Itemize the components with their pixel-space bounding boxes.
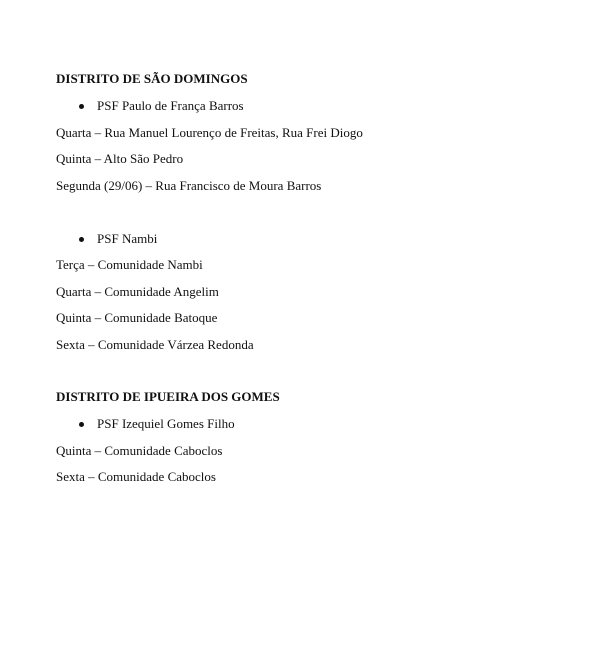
psf-nambi xyxy=(79,231,157,247)
schedule-line: Quarta – Comunidade Angelim xyxy=(56,284,219,299)
schedule-line: Terça – Comunidade Nambi xyxy=(56,257,203,272)
schedule-line: Sexta – Comunidade Caboclos xyxy=(56,469,216,484)
psf-label: PSF Paulo de França Barros xyxy=(97,98,244,113)
schedule-line: Quinta – Comunidade Caboclos xyxy=(56,443,223,458)
schedule-line: Quarta – Rua Manuel Lourenço de Freitas, Rua Frei Diogo xyxy=(56,125,363,140)
section-heading-sao-domingos: DISTRITO DE SÃO DOMINGOS xyxy=(56,71,248,86)
psf-izequiel-gomes-filho xyxy=(79,416,235,432)
section-heading-ipueira-dos-gomes: DISTRITO DE IPUEIRA DOS GOMES xyxy=(56,389,280,404)
psf-paulo-de-franca-barros xyxy=(79,98,244,114)
schedule-line: Quinta – Alto São Pedro xyxy=(56,151,184,166)
schedule-line: Quinta – Comunidade Batoque xyxy=(56,310,218,325)
psf-label: PSF Izequiel Gomes Filho xyxy=(97,416,235,431)
bullet-icon xyxy=(79,104,84,109)
bullet-icon xyxy=(79,237,84,242)
psf-label: PSF Nambi xyxy=(97,231,158,246)
bullet-icon xyxy=(79,422,84,427)
schedule-line: Sexta – Comunidade Várzea Redonda xyxy=(56,337,254,352)
schedule-line: Segunda (29/06) – Rua Francisco de Moura Barros xyxy=(56,178,322,193)
